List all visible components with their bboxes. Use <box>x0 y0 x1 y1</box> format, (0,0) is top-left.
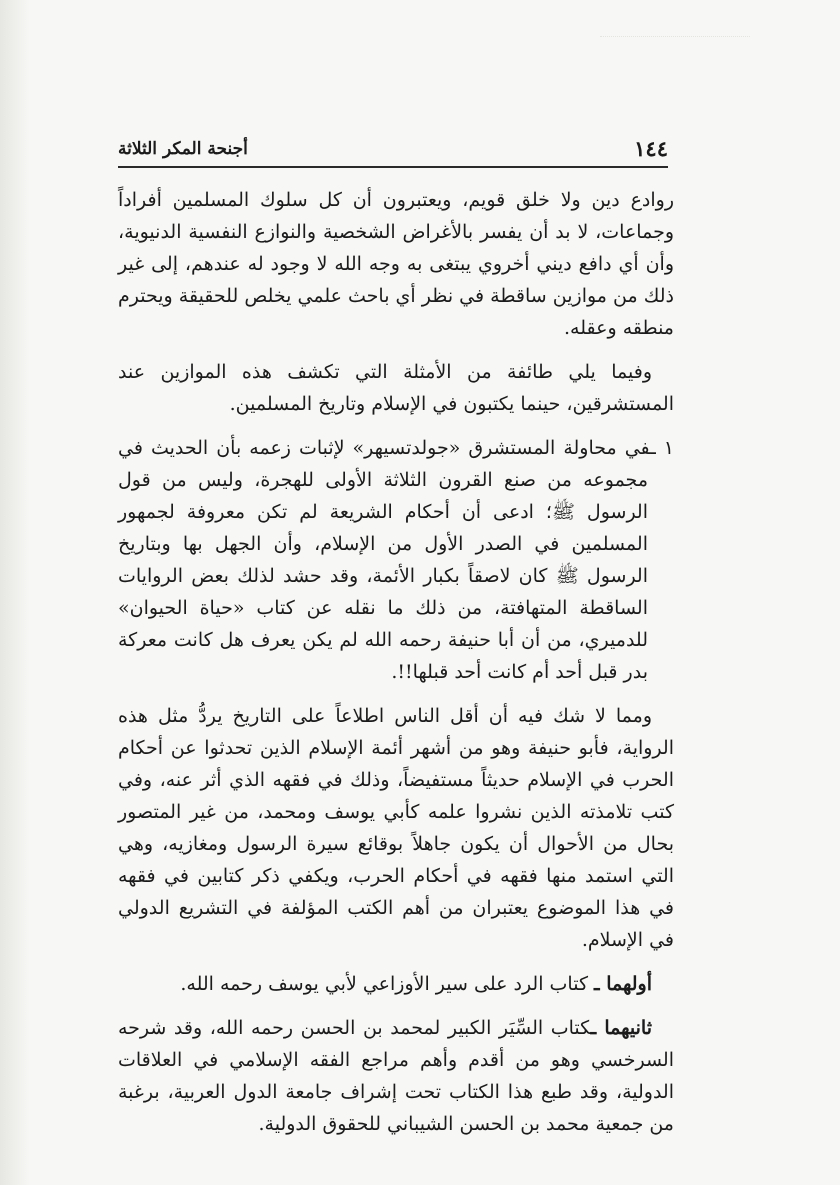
second-book-label: ثانيهما ـ <box>590 1017 652 1039</box>
second-book-text: كتاب السِّيَر الكبير لمحمد بن الحسن رحمه الله، وقد شرحه السرخسي وهو من أقدم وأهم مراجع الفقه الإسلامي في العلاقات الدولية، وقد طبع هذا الكتاب تحت إشراف جامعة الدول العربية، برغبة من جمعية محمد بن الحسن الشيباني للحقوق الدولية. <box>118 1017 674 1135</box>
header-divider <box>118 166 668 168</box>
paragraph-5 <box>118 1012 674 1140</box>
book-title: أجنحة المكر الثلاثة <box>118 139 248 159</box>
page-edge-shadow <box>0 0 30 1185</box>
list-item-1 <box>118 432 674 688</box>
running-header <box>118 136 668 166</box>
paragraph-4 <box>118 968 674 1000</box>
scan-specks <box>600 36 750 40</box>
body-text <box>118 184 675 1135</box>
page-number: ١٤٤ <box>634 136 668 161</box>
paragraph-2: وفيما يلي طائفة من الأمثلة التي تكشف هذه الموازين عند المستشرقين، حينما يكتبون في الإسلام وتاريخ المسلمين. <box>118 361 674 415</box>
paragraph-1: روادع دين ولا خلق قويم، ويعتبرون أن كل سلوك المسلمين أفراداً وجماعات، لا بد أن يفسر بالأغراض الشخصية والنوازع النفسية الدنيوية، وأن أي دافع ديني أخروي يبتغى به وجه الله لا وجود له عندهم، إلى غير ذلك من موازين ساقطة في نظر أي باحث علمي يخلص للحقيقة ويحترم منطقه وعقله. <box>118 189 674 339</box>
paragraph-3: ومما لا شك فيه أن أقل الناس اطلاعاً على التاريخ يردُّ مثل هذه الرواية، فأبو حنيفة وهو من أشهر أئمة الإسلام الذين تحدثوا عن أحكام الحرب في الإسلام حديثاً مستفيضاً، وذلك في فقهه الذي أثر عنه، وفي كتب تلامذته الذين نشروا علمه كأبي يوسف ومحمد، من غير المتصور بحال من الأحوال أن يكون جاهلاً بوقائع سيرة الرسول ومغازيه، وهي التي استمد منها فقهه في أحكام الحرب، ويكفي ذكر كتابين في فقهه في هذا الموضوع يعتبران من أهم الكتب المؤلفة في التشريع الدولي في الإسلام. <box>118 705 674 951</box>
list-item-number: ١ ـ <box>650 437 675 459</box>
first-book-label: أولهما ـ <box>594 973 652 995</box>
list-item-text: في محاولة المستشرق «جولدتسيهر» لإثبات زعمه بأن الحديث في مجموعه من صنع القرون الثلاثة الأولى للهجرة، وليس من قول الرسول ﷺ؛ ادعى أن أحكام الشريعة لم تكن معروفة لجمهور المسلمين في الصدر الأول من الإسلام، وأن الجهل بها وبتاريخ الرسول ﷺ كان لاصقاً بكبار الأئمة، وقد حشد لذلك بعض الروايات الساقطة المتهافتة، من ذلك ما نقله عن كتاب «حياة الحيوان» للدميري، من أن أبا حنيفة رحمه الله لم يكن يعرف هل كانت معركة بدر قبل أحد أم كانت أحد قبلها!!. <box>118 437 651 683</box>
first-book-text: كتاب الرد على سير الأوزاعي لأبي يوسف رحمه الله. <box>180 973 595 995</box>
